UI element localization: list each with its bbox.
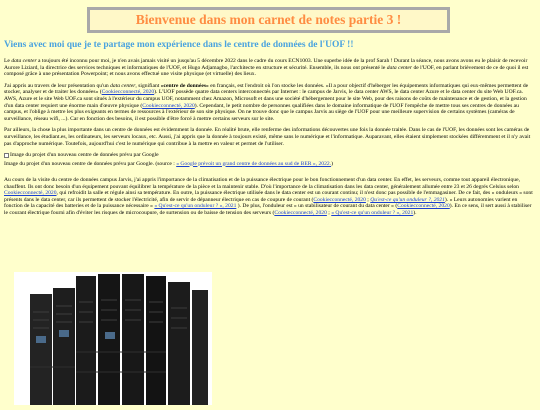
ups-cabinets-photo [14,272,212,405]
text: en français, est l'endroit où l'on stocke les données. «Il a pour objectif d'héberger les équipements informatiques qui eux-mêmes permettent de stocker, analyser et de traiter les données» ( [4,82,529,96]
source-link[interactable]: « Google prévoit un grand centre de données au sud de BER », 2022. [176,160,332,167]
image-caption: Image du projet d'un nouveau centre de données prévu par Google. (source : [4,160,177,167]
text: ). De plus, l'onduleur est « un stabilisateur de courant du data center » ( [236,203,398,210]
citation-link[interactable]: Cookiecconnecté, 2020 [313,196,366,203]
text: ). [413,210,417,217]
citation-link[interactable]: « Qu'est-ce qu'un onduleur ? », 2021 [331,210,414,217]
text: , qui refroidit la salle et régule ainsi sa température. En outre, la puissance électrique utilisée dans le data center est un courant continu; il n'est donc pas possible de l'emmagasiner. De ce fait, des « onduleurs » sont présents dans le data center, car ils permettent de stocker l'électricité, afin de servir de dépanneur électrique en cas de coupure de courant ( [4,190,533,203]
text: , signifiant [135,82,161,89]
image-caption-block [4,152,536,167]
broken-image-placeholder [4,152,159,159]
citation-link[interactable]: Cookiecconnecté, 2020 [397,203,450,210]
broken-image-icon [4,153,9,158]
text: ) [331,160,333,167]
citation-link[interactable]: Cookiecconnecté, 2020 [142,102,195,109]
text: Le [4,58,12,64]
text: ; [365,196,371,203]
emphasis-text: data center [386,64,413,71]
image-alt-text: Image du projet d'un nouveau centre de données prévu par Google [10,152,159,159]
text: Au cours de la visite du centre de données campus Jarvis, j'ai appris l'importance de la climatisation et de la puissance électrique pour le bon fonctionnement d'un data center. En effet, les serveurs, comme tout appareil électronique, chauffent. Ils ont donc besoin d'un équipement pouvant équilibrer la température de la pièce et la maintenir stable. D'où l'importance de la climatisation dans les data center, généralement allumée entre 23 et 26 degrés Celsius selon [4,177,520,190]
emphasis-text: data center [110,82,136,89]
text: ). « Leurs autonomies varient en fonction de la capacité des batteries et de la puissance nécessaire » [4,196,518,210]
ups-cabinets-illustration [14,272,212,405]
text: ). L'UOF possède quatre data centers interconnectés par Internet : le campus de Jarvis, le data center AWS, le data center Azure et le data center du site Web UOF.ca. AWS, Azure et le site Web UOF.ca sont situés à l'extérieur du campus UOF, notamment chez Amazon, Microsoft et dans une société d'hébergement pour le site Web, pour des raisons de coûts de maintenance et de gestion, et la gestion d'un data center requiert une énorme main d'œuvre physique ( [4,89,527,109]
citation-link[interactable]: Cookiecconnecté, 2020 [274,210,327,217]
paragraph-intro [4,58,536,78]
emphasis-text: data center [11,58,37,64]
page-title: Bienvenue dans mon carnet de notes partie 3 ! [135,12,402,27]
article-body [4,58,536,222]
page-title-banner [87,7,450,33]
citation-link[interactable]: Qu'est-ce qu'un onduleur ?, 2021 [370,196,445,203]
citation-link[interactable]: Cookiecconnecté, 2020 [101,89,155,96]
paragraph-visit [4,177,536,217]
text: ). En ce sens, il sert aussi à stabiliser le courant électrique fourni afin d'éviter les risques de microcoupure, de surtension ou de baisse de tension des serveurs ( [4,203,532,217]
citation-link[interactable]: Cookiecconnecté, 2020 [4,190,57,197]
bold-text: «centre de données» [160,82,209,89]
text: de l'UOF, en parlant brièvement de ce de quoi il est composé grâce à une présentation Powerpoint; et nous avons effectué une visite physique (et virtuelle) des lieux. [4,64,529,78]
citation-link[interactable]: « Qu'est-ce qu'un onduleur ? », 2021 [154,203,237,210]
text: ). Cependant, le petit nombre de personnes qualifiées dans le domaine informatique de l'UOF l'empêche de mettre tous ses centres de données au campus, et l'oblige à mettre les plus exigeants en termes de ressources à l'extérieur de son site physique. On ne trouve donc que le campus Jarvis au siège de l'UOF pour une meilleure supervision de certains systèmes (caméras de surveillance, réseau wifi, ...). Car en fonction des besoins, il est possible d'être forcé à mettre certains serveurs sur le site. [4,102,519,122]
page-subtitle: Viens avec moi que je te partage mon expérience dans le centre de données de l'UOF !! [4,40,354,50]
paragraph-data: Par ailleurs, la chose la plus importante dans un centre de données est évidemment la donnée. En réalité brute, elle renferme des informations découvertes une fois la donnée traitée. Dans le cas de l'UOF, les données sont les caméras de surveillance, les étudiant.es, les ordinateurs, les serveurs locaux, etc. Aussi, j'ai appris que la donnée à toujours existé, même sans le numérique et l'informatique. Auparavant, elles étaient simplement stockées différemment et il n'y avait pas d'approche numérique. Toutefois, aujourd'hui c'est le numérique qui contribue à la mettre en valeur et permet de l'utiliser. [4,127,531,147]
text: ; [326,210,332,217]
text: a toujours été inconnu pour moi, je n'en avais jamais visité un jusqu'au 5 décembre 2022 dans le cadre du cours ECN1003. Une superbe idée de la prof Sarah ! Durant la séance, nous avons avons eu le plaisir de recevoir Aurore Liziard, la directrice des services techniques et informatiques de l'UOF, et Hugo Adjamagbo, l'architecte en structure et sécurité. Ensemble, ils nous ont présenté le [4,58,528,71]
text: J'ai appris au travers de leur présentation qu'un [4,82,111,89]
paragraph-definition [4,83,536,123]
